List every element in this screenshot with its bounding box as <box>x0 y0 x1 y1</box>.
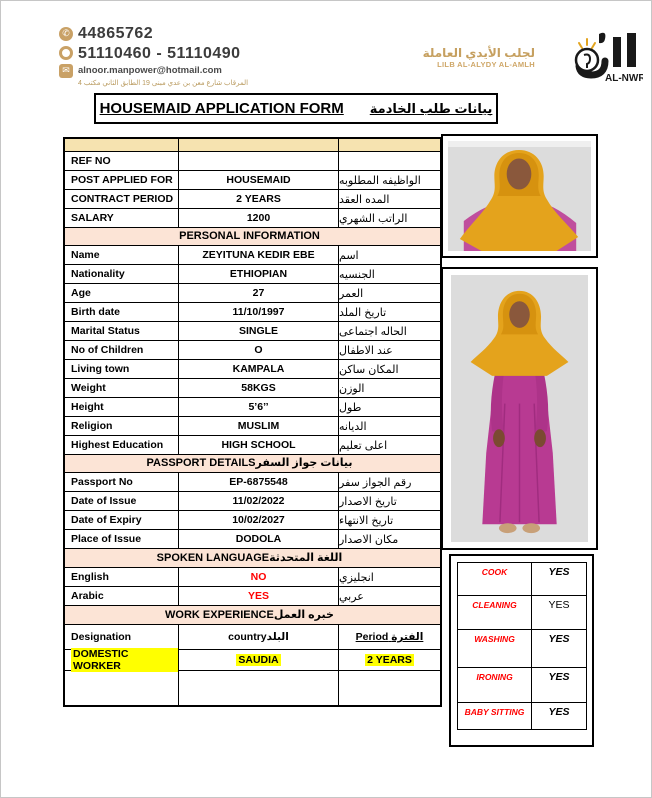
table-row <box>65 171 440 190</box>
form-title-english: HOUSEMAID APPLICATION FORM <box>99 100 344 117</box>
field-label-arabic: الديانه <box>339 420 367 433</box>
field-label: Name <box>71 249 100 261</box>
field-value: 58KGS <box>241 382 276 394</box>
section-title-arabic: اللغة المتحدثة <box>269 552 343 564</box>
field-value: EP-6875548 <box>229 476 288 488</box>
table-row <box>65 246 440 265</box>
phone-number-1: 44865762 <box>78 25 154 42</box>
table-row <box>65 152 440 171</box>
table-row <box>65 492 440 511</box>
section-title-english: PASSPORT DETAILS <box>146 457 256 469</box>
field-label: DOMESTIC WORKER <box>71 648 178 672</box>
table-row <box>65 341 440 360</box>
field-value: ETHIOPIAN <box>229 268 288 280</box>
table-row <box>65 671 440 705</box>
table-row <box>65 473 440 492</box>
field-label-arabic: 2 YEARS <box>367 654 412 666</box>
skill-row <box>458 668 586 703</box>
phone-number-2: 51110460 - 51110490 <box>78 44 241 62</box>
section-title-english: SPOKEN LANGUAGE <box>156 552 270 564</box>
field-label-arabic: الجنسيه <box>339 268 375 281</box>
alnoor-logo <box>539 31 643 85</box>
table-row <box>65 322 440 341</box>
section-header <box>65 606 440 625</box>
field-label: Religion <box>71 420 113 432</box>
field-value: 2 YEARS <box>236 193 281 205</box>
brand-block <box>423 31 643 85</box>
field-value: MUSLIM <box>237 420 280 432</box>
field-label: Age <box>71 287 91 299</box>
field-value: ZEYITUNA KEDIR EBE <box>202 249 315 261</box>
field-label-arabic: الحاله اجتماعى <box>339 325 407 338</box>
field-label-arabic: عند الاطفال <box>339 344 393 357</box>
field-value: HIGH SCHOOL <box>221 439 296 451</box>
table-row <box>65 568 440 587</box>
skill-row <box>458 703 586 729</box>
table-row <box>65 209 440 228</box>
field-label: Birth date <box>71 306 121 318</box>
table-row <box>65 398 440 417</box>
skill-value: YES <box>548 599 570 611</box>
field-label: SALARY <box>71 212 114 224</box>
field-label-arabic: المده العقد <box>339 193 390 206</box>
phone-icon: ✆ <box>59 27 73 41</box>
field-label: No of Children <box>71 344 144 356</box>
field-label-arabic: مكان الاصدار <box>339 533 399 546</box>
form-title-arabic: بيانات طلب الخادمة <box>369 100 493 116</box>
table-row <box>65 284 440 303</box>
field-value: 11/10/1997 <box>232 306 285 318</box>
skill-value: YES <box>548 671 570 683</box>
field-label-arabic: الراتب الشهري <box>339 212 408 225</box>
photo-portrait <box>441 134 598 258</box>
table-row <box>65 139 440 152</box>
table-row <box>65 530 440 549</box>
table-row <box>65 303 440 322</box>
field-label-arabic: رقم الجواز سفر <box>339 476 412 489</box>
field-label: Nationality <box>71 268 125 280</box>
field-label: Highest Education <box>71 439 164 451</box>
email-line <box>59 64 248 78</box>
skill-label: CLEANING <box>458 596 532 629</box>
field-value: O <box>254 344 263 356</box>
field-value: 11/02/2022 <box>232 495 285 507</box>
section-title-english: WORK EXPERIENCE <box>165 609 274 621</box>
table-row <box>65 625 440 650</box>
mail-icon: ✉ <box>59 64 73 78</box>
table-row <box>65 650 440 671</box>
phone-line-2 <box>59 45 248 63</box>
field-label: Height <box>71 401 104 413</box>
section-title-arabic: بيانات جواز السفر <box>255 457 353 469</box>
skill-value: YES <box>548 566 570 578</box>
form-title-box <box>94 93 498 124</box>
field-value: NO <box>250 571 267 583</box>
applicant-full-body-photo <box>451 275 588 542</box>
skill-label: BABY SITTING <box>458 703 532 729</box>
logo-wordmark: AL-NWR <box>605 73 643 84</box>
field-label-arabic: اعلى تعليم <box>339 439 388 452</box>
field-label: REF NO <box>71 155 111 167</box>
skill-value: YES <box>548 633 570 645</box>
field-value: SAUDIA <box>238 654 279 666</box>
section-header <box>65 455 440 473</box>
field-value: DODOLA <box>235 533 282 545</box>
field-label: Living town <box>71 363 130 375</box>
application-table <box>63 137 442 707</box>
ring-phone-icon <box>59 46 73 60</box>
table-row <box>65 511 440 530</box>
field-label-arabic: انجليزي <box>339 571 374 584</box>
lightbulb-logo-icon <box>539 31 643 85</box>
table-row <box>65 190 440 209</box>
applicant-portrait-photo <box>448 141 591 251</box>
skill-label: WASHING <box>458 630 532 667</box>
field-label: Passport No <box>71 476 133 488</box>
field-label-arabic: تاريخ الملد <box>339 306 387 319</box>
brand-transliteration: LILB AL-ALYDY AL-AMLH <box>437 59 535 69</box>
skill-value: YES <box>548 706 570 718</box>
skill-row <box>458 563 586 596</box>
skill-label: IRONING <box>458 668 532 702</box>
section-title-english: PERSONAL INFORMATION <box>179 230 320 242</box>
field-label-arabic: تاريخ الانتهاء <box>339 514 394 527</box>
table-row <box>65 587 440 606</box>
field-label: Weight <box>71 382 106 394</box>
table-row <box>65 436 440 455</box>
skill-row <box>458 630 586 668</box>
section-header <box>65 228 440 246</box>
table-row <box>65 379 440 398</box>
field-label-arabic: المكان ساكن <box>339 363 399 376</box>
field-value: 27 <box>252 287 265 299</box>
field-label: Date of Issue <box>71 495 137 507</box>
column-header-designation: Designation <box>71 631 132 643</box>
field-value: KAMPALA <box>232 363 285 375</box>
field-label-arabic: الواظيفه المطلوبه <box>339 174 421 187</box>
field-label: POST APPLIED FOR <box>71 174 173 186</box>
field-label-arabic: العمر <box>339 287 364 300</box>
table-row <box>65 265 440 284</box>
section-header <box>65 549 440 568</box>
skill-row <box>458 596 586 630</box>
field-label-arabic: الوزن <box>339 382 365 395</box>
office-address-arabic: المرقاب شارع معن بن عدي مبنى 19 الطابق الثاني مكتب 4 <box>78 80 249 88</box>
table-row <box>65 417 440 436</box>
email-address: alnoor.manpower@hotmail.com <box>78 64 222 76</box>
skills-table <box>457 562 587 730</box>
column-header-country: countryالبلد <box>228 631 289 643</box>
brand-text <box>423 47 535 69</box>
field-value: YES <box>247 590 269 602</box>
field-label-arabic: تاريخ الاصدار <box>339 495 397 508</box>
field-value: HOUSEMAID <box>226 174 291 186</box>
field-label-arabic: عربي <box>339 590 364 603</box>
skills-box <box>449 554 594 747</box>
brand-arabic-tagline: لجلب الأيدي العاملة <box>422 45 535 60</box>
table-row <box>65 360 440 379</box>
skill-label: COOK <box>458 563 532 595</box>
field-label: English <box>71 571 109 583</box>
field-value: 5’6’’ <box>248 401 269 413</box>
section-title-arabic: خبره العمل <box>273 609 334 621</box>
photo-full-body <box>441 267 598 550</box>
field-label: Arabic <box>71 590 104 602</box>
field-label: Place of Issue <box>71 533 142 545</box>
field-label-arabic: طول <box>339 401 362 414</box>
contact-block <box>59 25 248 88</box>
field-value: 10/02/2027 <box>232 514 285 526</box>
field-label: CONTRACT PERIOD <box>71 193 174 205</box>
phone-line-1 <box>59 25 248 43</box>
field-value: 1200 <box>246 212 271 224</box>
field-label: Date of Expiry <box>71 514 142 526</box>
field-label-arabic: اسم <box>339 249 359 262</box>
column-header-period: Period الفترة <box>355 631 424 643</box>
field-value: SINGLE <box>238 325 279 337</box>
field-label: Marital Status <box>71 325 140 337</box>
